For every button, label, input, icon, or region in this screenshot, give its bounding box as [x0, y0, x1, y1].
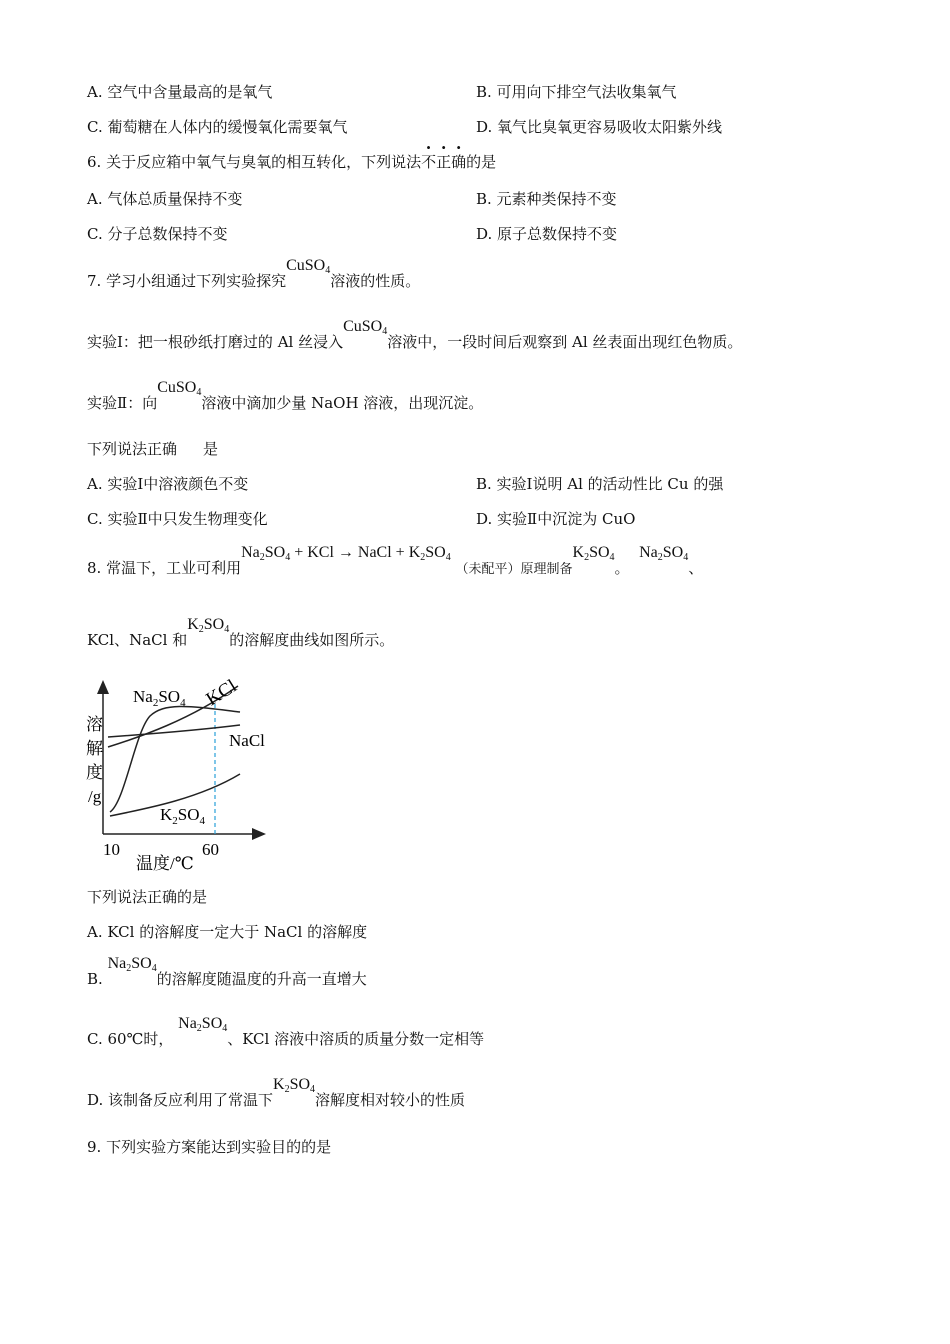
q6-emphasis-3: 确 — [451, 153, 467, 171]
ylabel-char-4: /g — [88, 787, 102, 806]
q8-unbalanced-note: （未配平）原理制备 — [455, 562, 573, 577]
exp2-text-a: 实验Ⅱ：向 — [87, 394, 158, 412]
q7-question — [87, 439, 218, 459]
x-axis-arrow — [252, 828, 266, 840]
f-sub: 2 — [126, 963, 132, 974]
f-sub: 4 — [224, 624, 230, 635]
q8-option-b — [87, 955, 367, 995]
label-kcl: KCl — [202, 675, 241, 711]
q8-question: 下列说法正确的是 — [87, 888, 208, 906]
eq-na: Na — [241, 544, 260, 561]
f-sub: 4 — [310, 1084, 316, 1095]
lbl-sub: 2 — [152, 697, 159, 709]
q8-line2-b: 的溶解度曲线如图所示。 — [229, 631, 395, 649]
q8-option-d — [87, 1076, 466, 1116]
q8b-text: 的溶解度随温度的升高一直增大 — [156, 970, 367, 988]
x-tick-10: 10 — [103, 840, 120, 859]
f-so: SO — [289, 1076, 311, 1093]
q6-emphasis-2: 正 — [436, 153, 452, 171]
formula-text: CuSO — [286, 257, 326, 274]
q7-experiment-2 — [87, 379, 484, 419]
x-tick-60: 60 — [202, 840, 219, 859]
formula-sub: 4 — [382, 326, 388, 337]
q5-option-b: B. 可用向下排空气法收集氧气 — [476, 83, 677, 101]
f-so: SO — [201, 1015, 223, 1032]
f-na: Na — [178, 1015, 197, 1032]
f-k: K — [572, 544, 585, 561]
f-sub: 4 — [609, 552, 615, 563]
q7-ask-b: 是 — [203, 440, 219, 458]
q8-stem-text: 8. 常温下，工业可利用 — [87, 559, 242, 577]
ylabel-char-2: 解 — [86, 739, 103, 758]
label-nacl: NaCl — [229, 731, 265, 750]
q8-option-a: A. KCl 的溶解度一定大于 NaCl 的溶解度 — [87, 923, 368, 941]
lbl-mid: SO — [177, 805, 200, 824]
exp2-text-b: 溶液中滴加少量 NaOH 溶液，出现沉淀。 — [201, 394, 484, 412]
f-sub: 2 — [584, 552, 590, 563]
lbl-sub: 4 — [180, 697, 186, 709]
q7-option-b: B. 实验Ⅰ说明 Al 的活动性比 Cu 的强 — [476, 475, 724, 493]
f-sub: 2 — [198, 624, 204, 635]
curve-nacl — [108, 725, 240, 737]
f-sub: 2 — [196, 1023, 202, 1034]
q7-stem-text: 7. 学习小组通过下列实验探究 — [87, 272, 287, 290]
curve-k2so4 — [110, 774, 240, 816]
label-na2so4 — [133, 687, 186, 709]
q6-stem — [87, 152, 496, 172]
q6-stem-text: 6. 关于反应箱中氧气与臭氧的相互转化，下列说法 — [87, 153, 422, 171]
q8c-text: 、KCl 溶液中溶质的质量分数一定相等 — [227, 1030, 485, 1048]
q8b-label: B. — [87, 970, 103, 988]
q7-stem-end: 溶液的性质。 — [330, 272, 421, 290]
q7-stem — [87, 257, 421, 297]
lbl-sub: 4 — [199, 815, 206, 827]
y-axis-arrow — [97, 680, 109, 694]
q7-option-c: C. 实验Ⅱ中只发生物理变化 — [87, 510, 268, 528]
q8-formula-na2so4 — [639, 544, 688, 561]
f-so: SO — [662, 544, 684, 561]
q8-line2-k2so4 — [187, 616, 229, 633]
q7-ask-a: 下列说法正确 — [87, 440, 178, 458]
eq-so: SO — [425, 544, 446, 561]
q7-formula-cuso4 — [286, 257, 330, 274]
q8-line2-a: KCl、NaCl 和 — [87, 631, 188, 649]
ylabel-char-3: 度 — [86, 763, 103, 782]
f-so: SO — [203, 616, 225, 633]
x-axis-label: 温度/℃ — [136, 854, 194, 873]
q8-option-c — [87, 1015, 485, 1055]
f-na: Na — [639, 544, 658, 561]
eq-sub: 4 — [445, 552, 451, 563]
f-so: SO — [131, 955, 152, 972]
f-so: SO — [589, 544, 610, 561]
lbl-main: K — [160, 805, 173, 824]
formula-text: CuSO — [157, 379, 197, 396]
label-k2so4 — [160, 805, 206, 827]
q5-option-d: D. 氧气比臭氧更容易吸收太阳紫外线 — [476, 118, 723, 136]
solubility-chart — [80, 672, 280, 877]
f-sub: 4 — [683, 552, 689, 563]
eq-mid: + KCl → NaCl + K — [290, 544, 421, 561]
q8d-formula-k2so4 — [273, 1076, 315, 1093]
q6-stem-end: 的是 — [466, 153, 497, 171]
f-k: K — [273, 1076, 285, 1093]
lbl-mid: SO — [158, 687, 181, 706]
lbl-sub: 2 — [172, 815, 178, 827]
f-sub: 2 — [657, 552, 663, 563]
formula-text: CuSO — [343, 318, 383, 335]
q8c-label: C. 60℃时， — [87, 1030, 174, 1048]
exp2-formula-cuso4 — [157, 379, 201, 396]
f-k: K — [187, 616, 199, 633]
lbl-main: Na — [133, 687, 153, 706]
q6-option-d: D. 原子总数保持不变 — [476, 225, 618, 243]
q8-stem — [87, 544, 704, 584]
q8-formula-k2so4 — [573, 544, 615, 561]
q8d-text: 溶解度相对较小的性质 — [315, 1091, 466, 1109]
q7-experiment-1 — [87, 318, 743, 358]
f-sub: 4 — [222, 1023, 228, 1034]
q5-option-c: C. 葡萄糖在人体内的缓慢氧化需要氧气 — [87, 118, 348, 136]
q9-stem: 9. 下列实验方案能达到实验目的的是 — [87, 1138, 332, 1156]
exp1-formula-cuso4 — [343, 318, 387, 335]
f-sub: 4 — [151, 963, 157, 974]
q6-option-a: A. 气体总质量保持不变 — [87, 190, 243, 208]
formula-sub: 4 — [325, 265, 331, 276]
q7-option-a: A. 实验Ⅰ中溶液颜色不变 — [87, 475, 249, 493]
q6-option-b: B. 元素种类保持不变 — [476, 190, 617, 208]
ylabel-char-1: 溶 — [86, 715, 103, 734]
eq-so: SO — [264, 544, 286, 561]
f-na: Na — [107, 955, 127, 972]
q8-line2 — [87, 616, 395, 656]
q5-option-a: A. 空气中含量最高的是氧气 — [87, 83, 273, 101]
q8d-label: D. 该制备反应利用了常温下 — [87, 1091, 274, 1109]
q7-option-d: D. 实验Ⅱ中沉淀为 CuO — [476, 510, 636, 528]
q6-emphasis-1: 不 — [421, 153, 437, 171]
eq-sub: 2 — [259, 552, 265, 563]
q8-period: 。 — [614, 559, 630, 577]
q8b-formula-na2so4 — [108, 955, 157, 972]
eq-sub: 4 — [285, 552, 291, 563]
exp1-text-b: 溶液中，一段时间后观察到 Al 丝表面出现红色物质。 — [387, 333, 743, 351]
f-sub: 2 — [284, 1084, 290, 1095]
eq-sub: 2 — [420, 552, 426, 563]
q6-option-c: C. 分子总数保持不变 — [87, 225, 228, 243]
exp1-text-a: 实验Ⅰ：把一根砂纸打磨过的 Al 丝浸入 — [87, 333, 344, 351]
q8-comma: 、 — [688, 559, 704, 577]
q8c-formula-na2so4 — [178, 1015, 227, 1032]
formula-sub: 4 — [196, 387, 202, 398]
q8-equation — [241, 544, 451, 561]
